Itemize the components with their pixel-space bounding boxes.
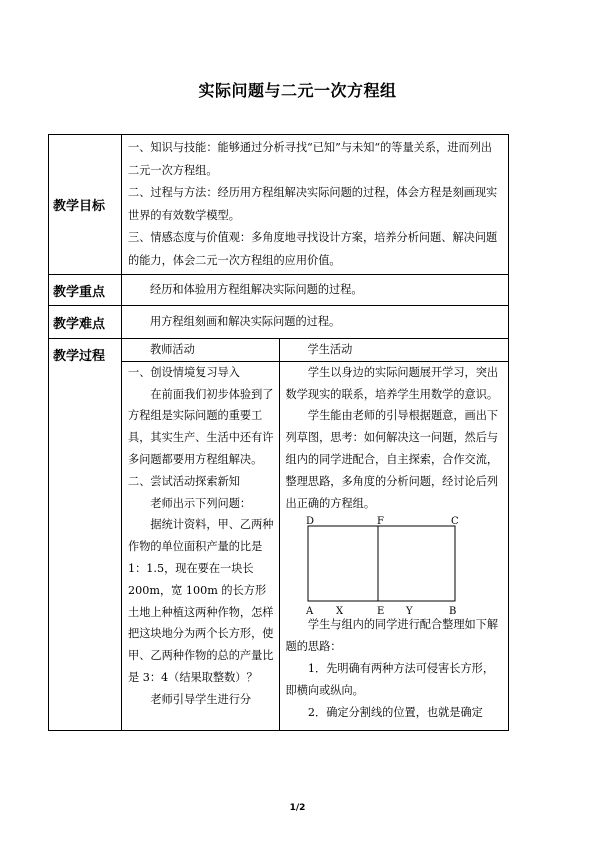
key-row xyxy=(49,275,509,306)
goals-content xyxy=(122,135,509,275)
teacher-activity-column xyxy=(122,361,279,730)
difficulty-row xyxy=(49,306,509,339)
process-row xyxy=(49,339,509,731)
student-activity-column xyxy=(279,361,509,730)
teacher-para-6: 老师引导学生进行分 xyxy=(150,692,252,706)
student-para-1: 学生以身边的实际问题展开学习，突出数学现实的联系，培养学生用数学的意识。 xyxy=(285,365,499,401)
label-x: X xyxy=(335,606,343,615)
student-para-2: 学生能由老师的引导根据题意，画出下列草图，思考：如何解决这一问题，然后与组内的同学进配合，自主探索，合作交流，整理思路，多角度的分析问题，经讨论后列出正确的方程组。 xyxy=(285,409,499,510)
goal-line-3: 三、情感态度与价值观：多角度地寻找设计方案，培养分析问题、解决问题的能力，体会二元一次方程组的应用价值。 xyxy=(128,231,498,267)
label-d: D xyxy=(305,516,314,528)
rectangle-split-diagram xyxy=(300,514,500,614)
label-b: B xyxy=(448,606,456,615)
document-title: 实际问题与二元一次方程组 xyxy=(198,81,397,100)
label-a: A xyxy=(305,606,313,615)
process-content xyxy=(122,339,509,731)
label-f: F xyxy=(376,516,384,528)
student-para-5: 2．确定分割线的位置，也就是确定 xyxy=(307,705,483,719)
field-rectangle xyxy=(308,526,455,601)
goals-row xyxy=(49,135,509,275)
teacher-para-2: 在前面我们初步体验到了方程组是实际问题的重要工具，其实生产、生活中还有许多问题都要用方程组解决。 xyxy=(128,387,274,466)
teacher-para-1: 一、创设情境复习导入 xyxy=(128,365,240,379)
label-y: Y xyxy=(405,606,413,615)
lesson-plan-table xyxy=(48,134,509,731)
student-para-4: 1．先明确有两种方法可侵害长方形，即横向或纵向。 xyxy=(285,661,495,697)
key-label: 教学重点 xyxy=(49,275,122,306)
teacher-activity-header: 教师活动 xyxy=(122,339,279,361)
field-diagram xyxy=(286,514,506,614)
page-number: 1/2 xyxy=(289,803,306,813)
student-activity-header: 学生活动 xyxy=(279,339,509,361)
process-label: 教学过程 xyxy=(49,339,122,731)
teacher-para-4: 老师出示下列问题： xyxy=(150,496,252,510)
teacher-para-5: 据统计资料，甲、乙两种作物的单位面积产量的比是 1：1.5，现在要在一块长 200m，宽 100m 的长方形土地上种植这两种作物，怎样把这块地分为两个长方形，使甲、乙两种作物的总的产量比是 3：4（结果取整数）？ xyxy=(128,518,274,684)
activities-table xyxy=(122,339,509,730)
key-text: 经历和体验用方程组解决实际问题的过程。 xyxy=(122,275,509,306)
label-c: C xyxy=(450,516,459,528)
difficulty-text: 用方程组刻画和解决实际问题的过程。 xyxy=(122,306,509,339)
teacher-para-3: 二、尝试活动探索新知 xyxy=(128,474,240,488)
goals-label: 教学目标 xyxy=(49,135,122,275)
label-e: E xyxy=(376,606,384,615)
student-para-3: 学生与组内的同学进行配合整理如下解题的思路： xyxy=(285,618,499,654)
goal-line-2: 二、过程与方法：经历用方程组解决实际问题的过程，体会方程是刻画现实世界的有效数学模型。 xyxy=(128,186,498,222)
difficulty-label: 教学难点 xyxy=(49,306,122,339)
goal-line-1: 一、知识与技能：能够通过分析寻找“已知”与未知“的等量关系，进而列出二元一次方程组。 xyxy=(128,141,492,177)
